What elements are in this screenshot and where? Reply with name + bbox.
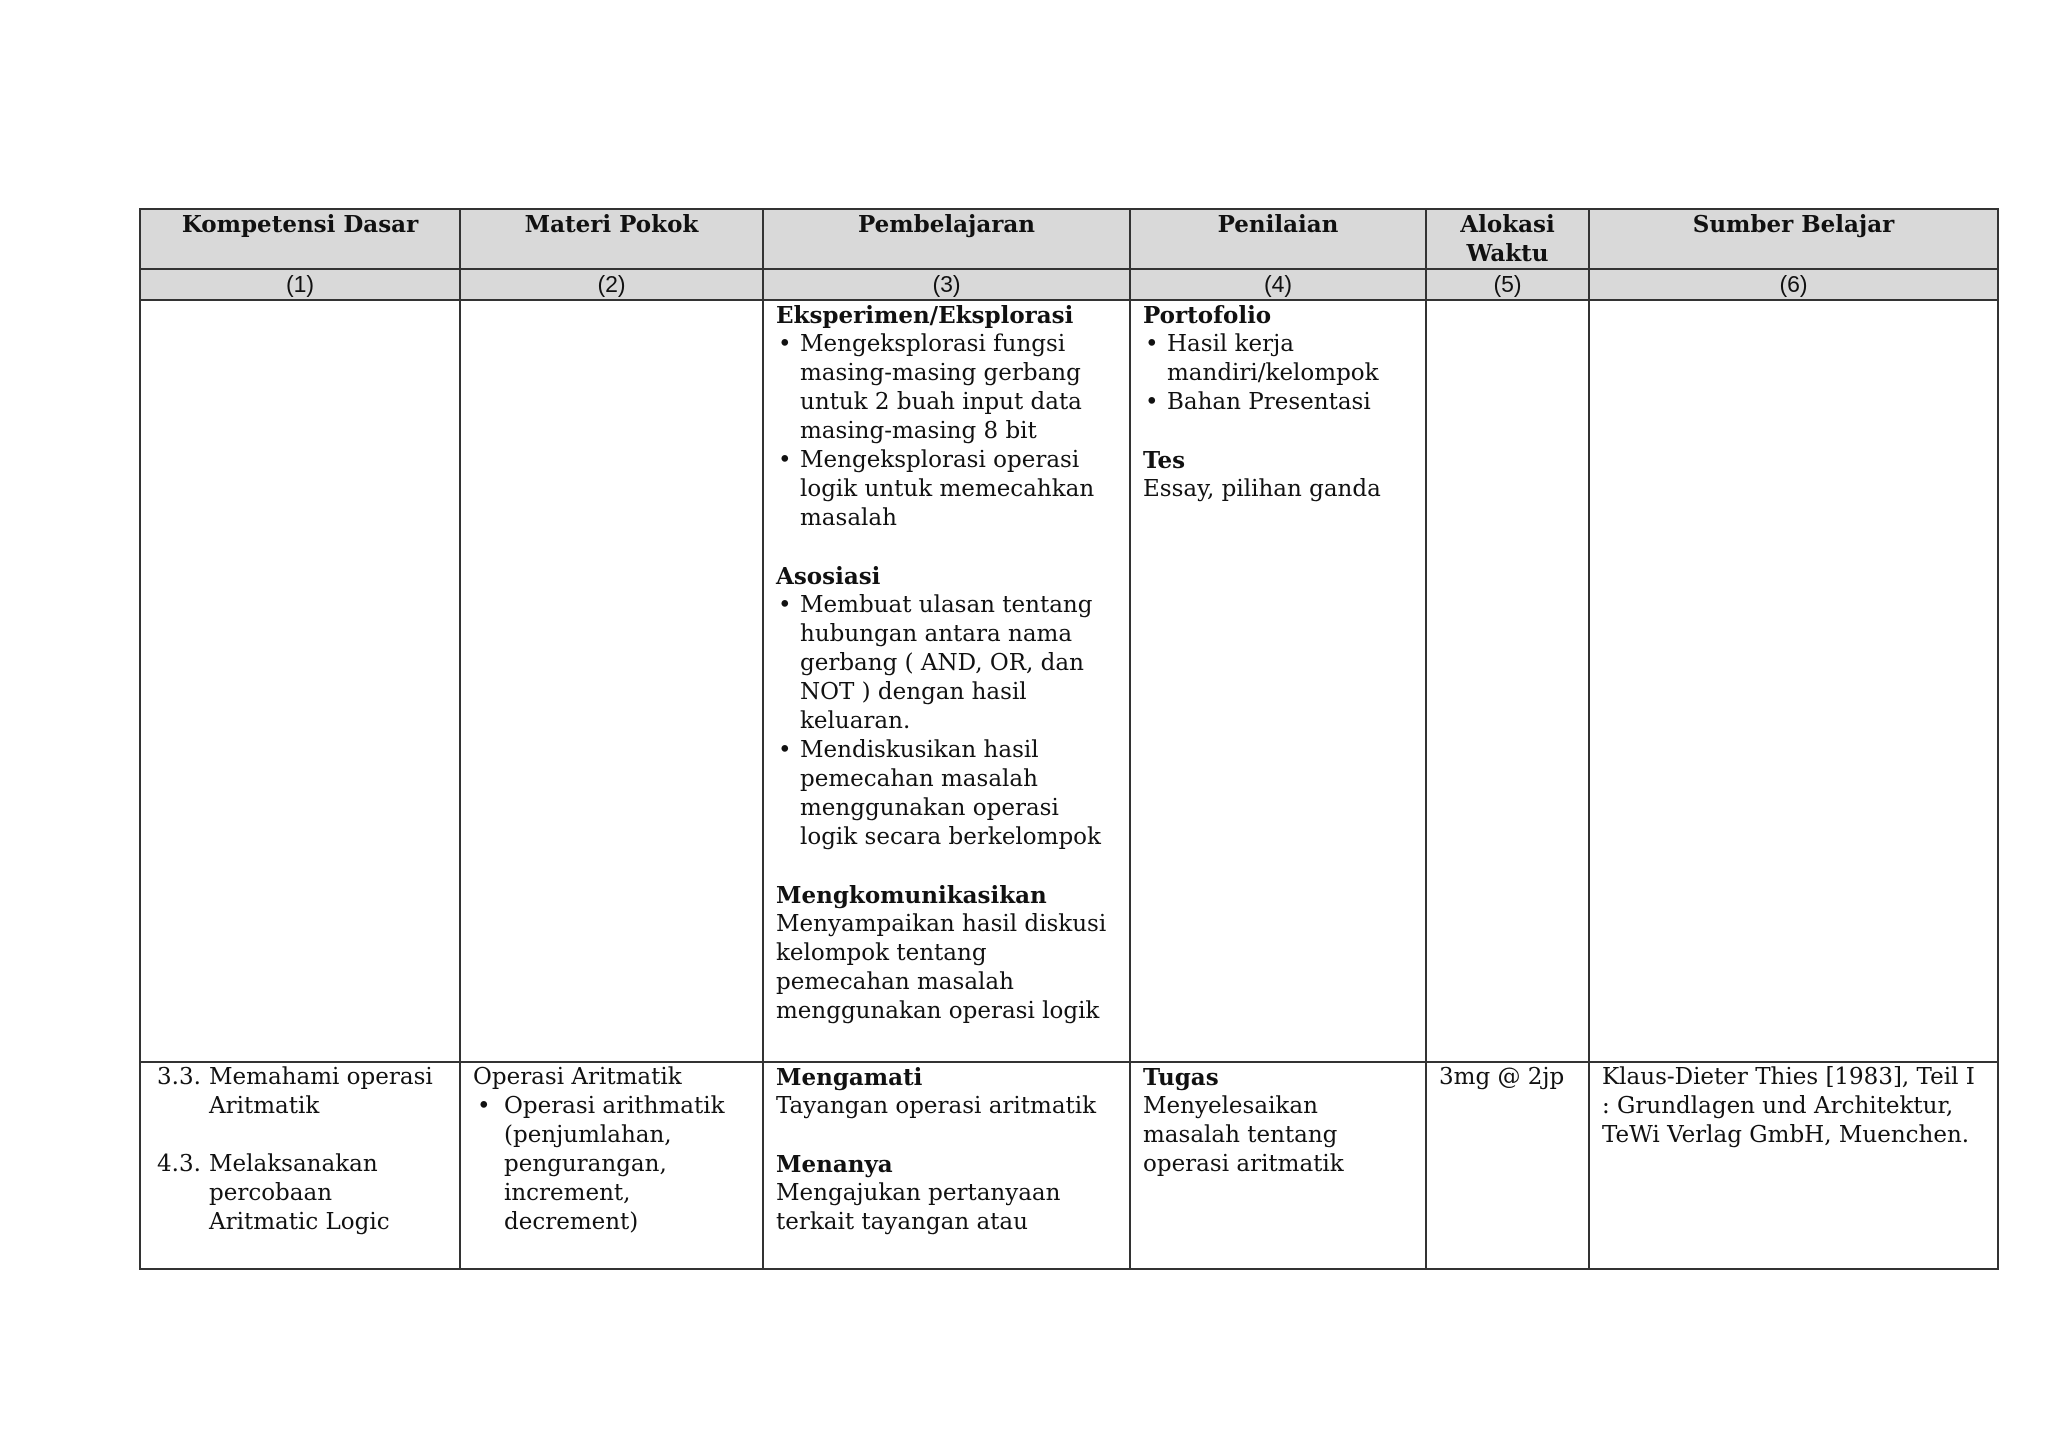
eksplorasi-title: Eksperimen/Eksplorasi bbox=[776, 302, 1074, 329]
asosiasi-title: Asosiasi bbox=[776, 563, 881, 590]
table-row bbox=[140, 300, 1998, 1062]
list-item: • Bahan Presentasi bbox=[1143, 388, 1413, 417]
cell-pembelajaran bbox=[763, 300, 1130, 1062]
menanya-text: Mengajukan pertanyaan terkait tayangan atau bbox=[776, 1180, 1061, 1235]
cell-kompetensi-dasar bbox=[140, 300, 460, 1062]
column-number: (6) bbox=[1589, 269, 1998, 300]
cell-materi-pokok bbox=[460, 1062, 763, 1269]
header-kompetensi-dasar: Kompetensi Dasar bbox=[140, 209, 460, 269]
materi-list bbox=[473, 1092, 750, 1237]
tugas-title: Tugas bbox=[1143, 1064, 1219, 1091]
cell-penilaian bbox=[1130, 1062, 1426, 1269]
cell-alokasi-waktu: 3mg @ 2jp bbox=[1426, 1062, 1589, 1269]
kompetensi-number: 4.3. bbox=[157, 1151, 201, 1177]
komunikasi-text: Menyampaikan hasil diskusi kelompok tentang pemecahan masalah menggunakan operasi logik bbox=[776, 911, 1107, 1024]
column-number: (5) bbox=[1426, 269, 1589, 300]
kompetensi-text: Memahami operasi Aritmatik bbox=[209, 1064, 433, 1119]
materi-title: Operasi Aritmatik bbox=[473, 1064, 682, 1090]
cell-kompetensi-dasar bbox=[140, 1062, 460, 1269]
kompetensi-number: 3.3. bbox=[157, 1064, 201, 1090]
komunikasi-title: Mengkomunikasikan bbox=[776, 882, 1047, 909]
tugas-text: Menyelesaikan masalah tentang operasi aritmatik bbox=[1143, 1093, 1344, 1177]
list-item: • Membuat ulasan tentang hubungan antara nama gerbang ( AND, OR, dan NOT ) dengan hasil keluaran. bbox=[776, 591, 1117, 736]
column-number: (1) bbox=[140, 269, 460, 300]
list-item: • Mengeksplorasi fungsi masing-masing gerbang untuk 2 buah input data masing-masing 8 bit bbox=[776, 330, 1117, 446]
portofolio-title: Portofolio bbox=[1143, 302, 1272, 329]
header-penilaian: Penilaian bbox=[1130, 209, 1426, 269]
column-number: (4) bbox=[1130, 269, 1426, 300]
tes-title: Tes bbox=[1143, 447, 1186, 474]
kompetensi-text: Melaksanakan percobaan Aritmatic Logic bbox=[209, 1151, 390, 1235]
eksplorasi-list bbox=[776, 330, 1117, 533]
portofolio-list bbox=[1143, 330, 1413, 417]
list-item: • Hasil kerja mandiri/kelompok bbox=[1143, 330, 1413, 388]
column-number: (3) bbox=[763, 269, 1130, 300]
header-materi-pokok: Materi Pokok bbox=[460, 209, 763, 269]
list-item bbox=[153, 1150, 447, 1237]
header-sumber-belajar: Sumber Belajar bbox=[1589, 209, 1998, 269]
header-pembelajaran: Pembelajaran bbox=[763, 209, 1130, 269]
cell-materi-pokok bbox=[460, 300, 763, 1062]
table-row bbox=[140, 1062, 1998, 1269]
column-number: (2) bbox=[460, 269, 763, 300]
menanya-title: Menanya bbox=[776, 1151, 893, 1178]
list-item bbox=[153, 1063, 447, 1121]
list-item: • Mengeksplorasi operasi logik untuk memecahkan masalah bbox=[776, 446, 1117, 533]
syllabus-table bbox=[139, 208, 1999, 1270]
kompetensi-list bbox=[153, 1063, 447, 1237]
cell-sumber-belajar: Klaus-Dieter Thies [1983], Teil I : Grundlagen und Architektur, TeWi Verlag GmbH, Muenchen. bbox=[1589, 1062, 1998, 1269]
cell-penilaian bbox=[1130, 300, 1426, 1062]
list-item: • Mendiskusikan hasil pemecahan masalah menggunakan operasi logik secara berkelompok bbox=[776, 736, 1117, 852]
asosiasi-list bbox=[776, 591, 1117, 852]
cell-alokasi-waktu bbox=[1426, 300, 1589, 1062]
cell-sumber-belajar bbox=[1589, 300, 1998, 1062]
header-row bbox=[140, 209, 1998, 269]
column-number-row bbox=[140, 269, 1998, 300]
list-item: • Operasi arithmatik (penjumlahan, pengurangan, increment, decrement) bbox=[473, 1092, 750, 1237]
header-alokasi-waktu: Alokasi Waktu bbox=[1426, 209, 1589, 269]
tes-text: Essay, pilihan ganda bbox=[1143, 476, 1381, 502]
mengamati-title: Mengamati bbox=[776, 1064, 923, 1091]
cell-pembelajaran bbox=[763, 1062, 1130, 1269]
mengamati-text: Tayangan operasi aritmatik bbox=[776, 1093, 1097, 1119]
